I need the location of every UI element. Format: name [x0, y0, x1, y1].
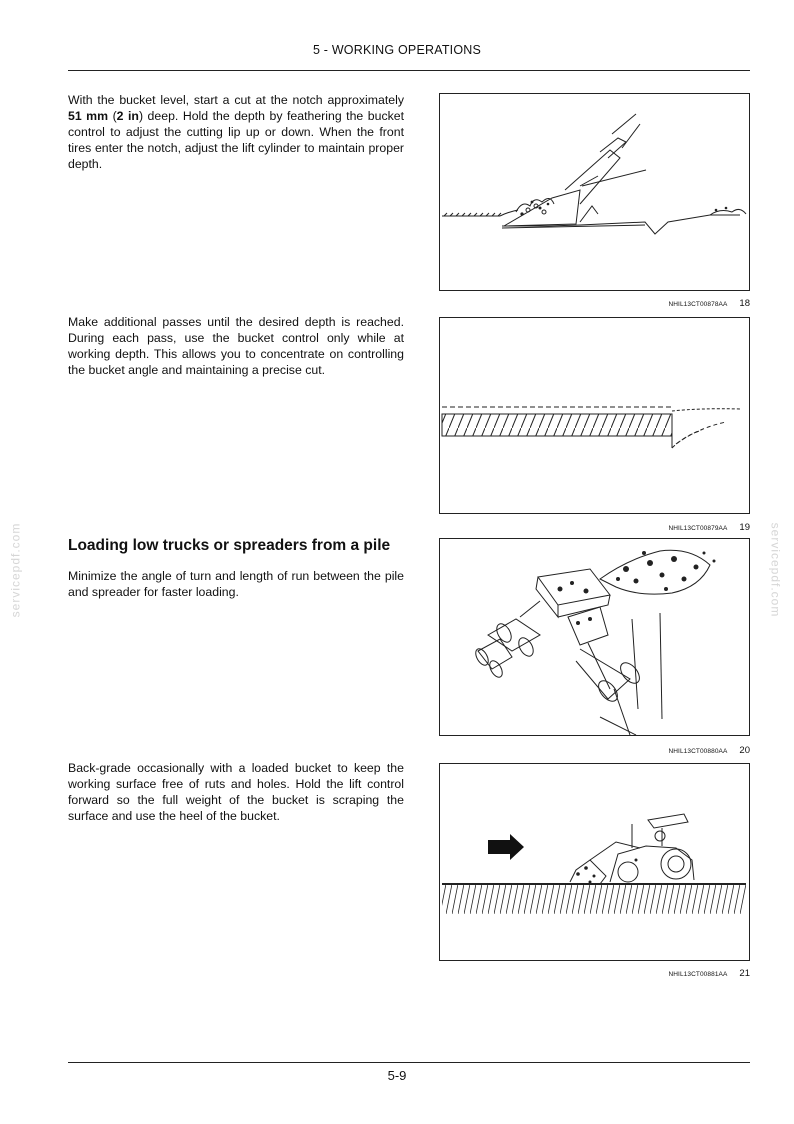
figure-code: NHIL13CT00879AA: [668, 525, 728, 532]
figure-code: NHIL13CT00878AA: [668, 301, 728, 308]
paragraph-additional-passes: Make additional passes until the desired depth is reached. During each pass, use the bucket control only while at working depth. This allows you to concentrate on controlling the bucket angle and maintaining a precise cut.: [68, 315, 404, 377]
figure-number: 21: [739, 968, 750, 979]
figure-20-caption: [600, 740, 750, 758]
footer-rule: [68, 1062, 750, 1063]
figure-code: NHIL13CT00880AA: [668, 748, 728, 755]
loader-cutting-notch-illustration: [440, 94, 749, 290]
figure-number: 20: [739, 745, 750, 756]
depth-mm: 51 mm: [68, 109, 109, 123]
figure-18-loader-cutting-notch: [439, 93, 750, 291]
depth-in: 2 in: [116, 109, 139, 123]
header-rule: [68, 70, 750, 71]
back-grade-illustration: [440, 764, 749, 960]
watermark-right: servicepdf.com: [768, 522, 783, 618]
figure-19-caption: [600, 517, 750, 535]
figure-21-caption: [600, 963, 750, 981]
page-header: 5 - WORKING OPERATIONS: [312, 43, 482, 57]
page-number: 5-9: [387, 1068, 407, 1083]
figure-number: 19: [739, 522, 750, 533]
loading-spreader-illustration: [440, 539, 749, 735]
figure-19-cut-depth-profile: [439, 317, 750, 514]
arrow-right-icon: [488, 834, 524, 860]
watermark-left: servicepdf.com: [8, 522, 23, 618]
figure-number: 18: [739, 298, 750, 309]
paragraph-back-grade: Back-grade occasionally with a loaded bucket to keep the working surface free of ruts and holes. Hold the lift control forward so the full weight of the bucket is scraping the surface and use the heel of the bucket.: [68, 761, 404, 823]
figure-20-loading-spreader: [439, 538, 750, 736]
paragraph-minimize-angle: Minimize the angle of turn and length of run between the pile and spreader for faster loading.: [68, 569, 404, 599]
section-heading-loading-low-trucks: Loading low trucks or spreaders from a pile: [68, 537, 391, 554]
figure-18-caption: [600, 293, 750, 311]
cut-depth-profile-illustration: [440, 318, 749, 513]
figure-21-back-grade: [439, 763, 750, 961]
figure-code: NHIL13CT00881AA: [668, 971, 728, 978]
paragraph-bucket-level-cut: With the bucket level, start a cut at the notch approximately 51 mm (2 in) deep. Hold the depth by feathering the bucket control to adjust the cutting lip up or down. When the front tires enter the notch, adjust the lift cylinder to maintain proper depth.: [68, 93, 405, 171]
